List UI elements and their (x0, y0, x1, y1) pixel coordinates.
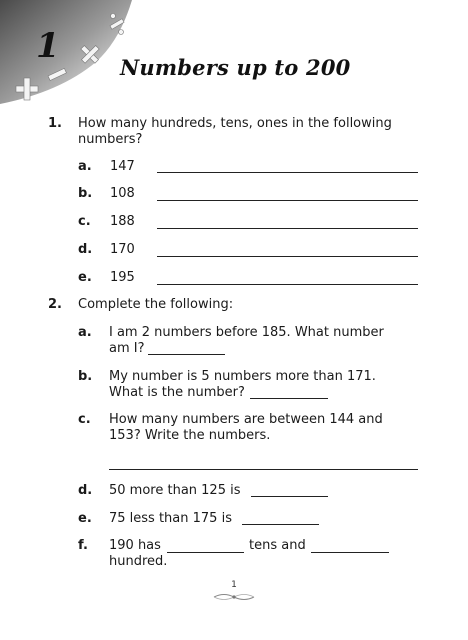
chapter-title: Numbers up to 200 (120, 55, 351, 80)
answer-line[interactable] (109, 469, 418, 470)
item-letter: c. (78, 214, 91, 229)
item-text: tens and (249, 538, 306, 553)
answer-line[interactable] (157, 200, 418, 201)
item-number: 195 (110, 270, 135, 285)
answer-line[interactable] (250, 398, 328, 399)
page-number: 1 (231, 580, 237, 590)
item-text: hundred. (109, 554, 168, 569)
answer-line[interactable] (157, 172, 418, 173)
item-text: 190 has (109, 538, 161, 553)
item-text: 50 more than 125 is (109, 483, 241, 498)
chapter-corner-decoration (0, 0, 140, 115)
answer-line[interactable] (167, 552, 244, 553)
item-text: am I? (109, 341, 145, 356)
item-text: I am 2 numbers before 185. What number (109, 325, 384, 340)
answer-line[interactable] (157, 256, 418, 257)
question-text: How many hundreds, tens, ones in the following numbers? (78, 116, 392, 147)
item-text: 153? Write the numbers. (109, 428, 271, 443)
item-letter: d. (78, 483, 93, 498)
item-letter: e. (78, 511, 92, 526)
item-letter: c. (78, 412, 91, 427)
item-number: 188 (110, 214, 135, 229)
item-letter: e. (78, 270, 92, 285)
item-text: 75 less than 175 is (109, 511, 232, 526)
answer-line[interactable] (157, 284, 418, 285)
item-letter: f. (78, 538, 88, 553)
item-letter: d. (78, 242, 93, 257)
item-letter: a. (78, 159, 92, 174)
item-number: 170 (110, 242, 135, 257)
answer-line[interactable] (148, 354, 225, 355)
item-text: What is the number? (109, 385, 245, 400)
item-text: My number is 5 numbers more than 171. (109, 369, 376, 384)
item-letter: a. (78, 325, 92, 340)
item-letter: b. (78, 186, 93, 201)
item-text: How many numbers are between 144 and (109, 412, 383, 427)
answer-line[interactable] (251, 496, 328, 497)
question-number: 1. (48, 116, 62, 131)
footer-ornament (212, 590, 256, 604)
item-letter: b. (78, 369, 93, 384)
answer-line[interactable] (311, 552, 389, 553)
answer-line[interactable] (157, 228, 418, 229)
question-number: 2. (48, 297, 62, 312)
item-number: 108 (110, 186, 135, 201)
question-text: Complete the following: (78, 297, 234, 312)
answer-line[interactable] (242, 524, 319, 525)
item-number: 147 (110, 159, 135, 174)
chapter-number: 1 (36, 26, 60, 66)
